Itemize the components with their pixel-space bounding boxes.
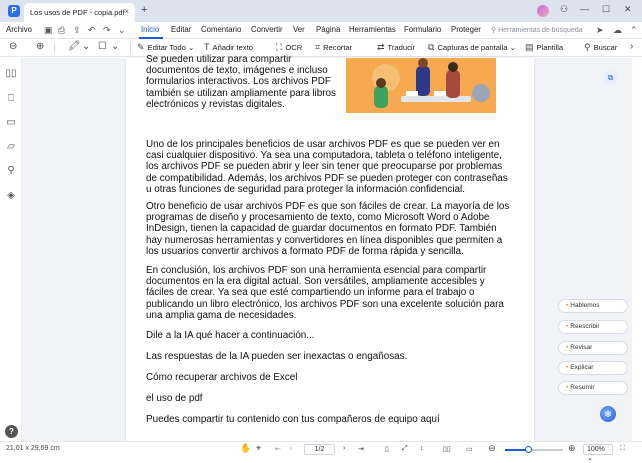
document-line: el uso de pdf xyxy=(146,393,203,404)
left-sidebar xyxy=(0,58,22,441)
sidebar-search-icon[interactable]: ⚲ xyxy=(7,165,15,176)
tab-formulario[interactable]: Formulario xyxy=(404,25,442,34)
document-line: Uno de los principales beneficios de usar archivos PDF es que se pueden ver en xyxy=(146,139,500,150)
save-icon[interactable]: ▣ xyxy=(44,25,53,35)
send-icon[interactable]: ➤ xyxy=(596,25,604,35)
translate-icon: ⇄ xyxy=(377,42,385,52)
translate-button[interactable]: ⇄ Traducir xyxy=(377,42,416,52)
document-line: Dile a la IA qué hacer a continuación... xyxy=(146,330,315,341)
tab-comentario[interactable]: Comentario xyxy=(201,25,242,34)
separator xyxy=(130,43,131,53)
edit-all-button[interactable]: ✎ Editar Todo ⌄ xyxy=(137,42,195,52)
menu-bar xyxy=(0,22,642,39)
chip-dot-icon: • xyxy=(566,344,569,351)
zoom-out-icon[interactable]: ⊖ xyxy=(9,41,18,52)
document-line: Cómo recuperar archivos de Excel xyxy=(146,372,298,383)
crop-icon: ⌗ xyxy=(315,42,321,52)
template-button[interactable]: ▤ Plantilla xyxy=(525,42,564,52)
vertical-scrollbar[interactable] xyxy=(632,58,642,441)
chip-dot-icon: • xyxy=(566,323,569,330)
ai-assistant-icon[interactable]: ✻ xyxy=(600,406,616,422)
undo-icon[interactable]: ↶ xyxy=(88,25,96,35)
document-line: fáciles de crear. Ya sea que esté compartiendo un informe para el trabajo o xyxy=(146,287,475,299)
crop-button[interactable]: ⌗ Recortar xyxy=(315,42,353,52)
layers-icon[interactable]: ◈ xyxy=(7,190,15,201)
document-line: hay numerosas herramientas y convertidores en línea disponibles que permiten a xyxy=(146,234,503,246)
collapse-ribbon-icon[interactable]: ⌃ xyxy=(630,25,638,35)
highlight-icon[interactable]: 🖍 xyxy=(68,41,81,52)
document-line: Las respuestas de la IA pueden ser inexactas o engañosas. xyxy=(146,351,408,362)
hand-tool-icon[interactable]: ✋ xyxy=(240,443,252,453)
fullscreen-icon[interactable]: ⛶ xyxy=(620,445,625,452)
document-line: programas de diseño y procesamiento de texto, como Microsoft Word o Adobe xyxy=(146,212,490,224)
bookmark-icon[interactable]: ⎕ xyxy=(8,93,14,104)
thumbnails-icon[interactable]: ▯▯ xyxy=(5,68,17,79)
prev-page-icon[interactable]: ‹ xyxy=(290,445,293,452)
help-icon[interactable]: ? xyxy=(5,425,18,438)
screenshot-icon: ⧉ xyxy=(428,42,435,52)
redo-icon[interactable]: ↷ xyxy=(103,25,111,35)
edit-icon: ✎ xyxy=(137,42,145,52)
document-tab[interactable] xyxy=(24,3,135,22)
first-page-icon[interactable]: ⇤ xyxy=(275,446,281,453)
app-logo-icon: P xyxy=(8,5,20,17)
document-line: En conclusión, los archivos PDF son una herramienta esencial para compartir xyxy=(146,265,487,276)
zoom-slider[interactable] xyxy=(505,449,563,451)
document-canvas[interactable] xyxy=(22,54,632,441)
page-layout-icon[interactable]: ▭ xyxy=(466,446,473,453)
page-size-label: 21,01 x 29,69 cm xyxy=(6,445,60,452)
chip-dot-icon: • xyxy=(566,384,569,391)
last-page-icon[interactable]: ⇥ xyxy=(358,446,364,453)
document-line: documentos en la era digital actual. Son versátiles, ampliamente accesibles y xyxy=(146,276,485,288)
single-page-view-icon[interactable]: ▯ xyxy=(385,446,389,453)
document-line: Puedes compartir tu contenido con tus compañeros de equipo aquí xyxy=(146,414,440,425)
document-paragraph[interactable] xyxy=(146,265,504,321)
people-at-table-illustration xyxy=(346,58,496,113)
status-zoom-out-icon[interactable]: ⊖ xyxy=(488,443,496,453)
ai-panel-toggle-icon[interactable]: ⧉ xyxy=(604,71,617,84)
text-icon: T xyxy=(204,42,210,52)
document-paragraph[interactable] xyxy=(146,201,509,257)
document-tab-title: Los usos de PDF - copia.pdf xyxy=(30,8,125,17)
document-illustration xyxy=(346,58,496,113)
chip-dot-icon: • xyxy=(566,302,569,309)
tab-herramientas[interactable]: Herramientas xyxy=(349,25,396,34)
next-page-icon[interactable]: › xyxy=(343,445,346,452)
tab-close-icon[interactable]: × xyxy=(124,7,129,16)
document-line: de compatibilidad. Además, los archivos PDF se pueden proteger con contraseñas xyxy=(146,172,508,184)
tab-editar[interactable]: Editar xyxy=(171,25,192,34)
status-zoom-in-icon[interactable]: ⊕ xyxy=(568,443,576,453)
tab-convertir[interactable]: Convertir xyxy=(251,25,283,34)
document-line: electrónicos y revistas digitales. xyxy=(146,98,285,110)
ocr-icon: ⛶ xyxy=(276,42,283,52)
document-line: Se pueden utilizar para compartir xyxy=(146,54,292,65)
select-tool-icon[interactable]: ⌖ xyxy=(256,443,262,453)
ai-chip-explicar[interactable]: • Explicar xyxy=(558,361,628,375)
file-menu[interactable]: Archivo xyxy=(6,25,32,34)
document-paragraph[interactable] xyxy=(146,372,297,383)
comment-icon[interactable]: ▭ xyxy=(6,117,16,128)
share-icon[interactable]: ⇪ xyxy=(73,25,81,35)
chip-dot-icon: • xyxy=(566,364,569,371)
status-bar xyxy=(0,441,642,462)
document-line: u otras funciones de seguridad para proteger la información confidencial. xyxy=(146,183,465,195)
pdf-page[interactable] xyxy=(126,54,534,441)
document-line: formularios interactivos. Los archivos PDF xyxy=(146,76,331,88)
shape-rectangle-icon[interactable]: ☐ xyxy=(98,41,107,52)
template-icon: ▤ xyxy=(525,42,534,52)
user-avatar[interactable] xyxy=(537,5,549,17)
new-tab-button[interactable]: + xyxy=(141,4,148,16)
document-paragraph[interactable] xyxy=(146,139,508,195)
minimize-button[interactable]: — xyxy=(580,4,589,14)
print-icon[interactable]: ⎙ xyxy=(58,25,66,35)
zoom-slider-thumb[interactable] xyxy=(525,446,532,453)
highlight-dropdown-icon[interactable]: ⌄ xyxy=(82,41,91,52)
search-button[interactable]: ⚲ Buscar xyxy=(584,42,618,52)
zoom-in-icon[interactable]: ⊕ xyxy=(36,41,45,52)
ai-chip-revisar[interactable]: • Revisar xyxy=(558,341,628,355)
ocr-button[interactable]: ⛶ OCR xyxy=(276,42,303,52)
notification-icon[interactable]: ⚇ xyxy=(560,4,569,14)
fit-page-icon[interactable]: ⤢ xyxy=(402,445,408,452)
more-tools-icon[interactable]: › xyxy=(630,41,634,52)
two-page-view-icon[interactable]: ▯▯ xyxy=(443,446,451,453)
tab-ver[interactable]: Ver xyxy=(293,25,305,34)
cloud-upload-icon[interactable]: ☁ xyxy=(613,25,622,35)
attachment-icon[interactable]: ▱ xyxy=(7,141,15,152)
document-line: los archivos PDF se pueden abrir y leer sin tener que preocuparse por problemas xyxy=(146,161,503,173)
document-line: publicando un libro electrónico, los archivos PDF son una excelente solución para xyxy=(146,298,504,310)
document-paragraph[interactable] xyxy=(146,330,315,341)
fit-width-icon[interactable]: ↕ xyxy=(420,445,424,452)
document-line: InDesign, tienen la capacidad de guardar documentos en formato PDF. También xyxy=(146,223,497,235)
tab-proteger[interactable]: Proteger xyxy=(451,25,481,34)
ai-chip-resumir[interactable]: • Resumir xyxy=(558,381,628,395)
page-number-input[interactable]: 1/2 xyxy=(304,444,335,455)
close-button[interactable]: ✕ xyxy=(624,4,632,14)
dropdown-chevron-icon[interactable]: ⌄ xyxy=(118,25,126,35)
document-paragraph[interactable] xyxy=(146,54,336,110)
search-icon: ⚲ xyxy=(584,42,591,52)
document-paragraph[interactable] xyxy=(146,414,440,425)
tool-search-icon: ⚲ xyxy=(491,27,499,34)
ai-chip-reescribir[interactable]: • Reescribir xyxy=(558,320,628,334)
tab-inicio[interactable]: Inicio xyxy=(141,25,160,34)
document-paragraph[interactable] xyxy=(146,393,203,404)
tool-search-field[interactable]: ⚲ Herramientas de búsqueda xyxy=(491,27,583,34)
screenshot-button[interactable]: ⧉ Capturas de pantalla ⌄ xyxy=(428,42,517,52)
shape-dropdown-icon[interactable]: ⌄ xyxy=(111,41,120,52)
document-line: documentos de texto, imágenes e incluso xyxy=(146,65,328,77)
document-line: una amplia gama de necesidades. xyxy=(146,309,297,321)
separator xyxy=(54,43,55,53)
ai-chip-hablemos[interactable]: • Hablemos xyxy=(558,299,628,313)
document-line: también se utilizan ampliamente para libros xyxy=(146,87,336,99)
document-line: los usuarios convertir archivos a formato PDF de forma rápida y sencilla. xyxy=(146,245,464,257)
title-bar xyxy=(0,0,642,22)
zoom-level-select[interactable]: 100% ⌄ xyxy=(583,444,613,455)
document-line: casi cualquier dispositivo. Ya sea una computadora, tableta o teléfono inteligente, xyxy=(146,150,502,162)
tab-pagina[interactable]: Página xyxy=(316,25,341,34)
document-paragraph[interactable] xyxy=(146,351,407,362)
maximize-button[interactable]: ☐ xyxy=(602,4,611,14)
document-line: Otro beneficio de usar archivos PDF es que son fáciles de crear. La mayoría de los xyxy=(146,201,510,212)
add-text-button[interactable]: T Añadir texto xyxy=(204,42,254,52)
